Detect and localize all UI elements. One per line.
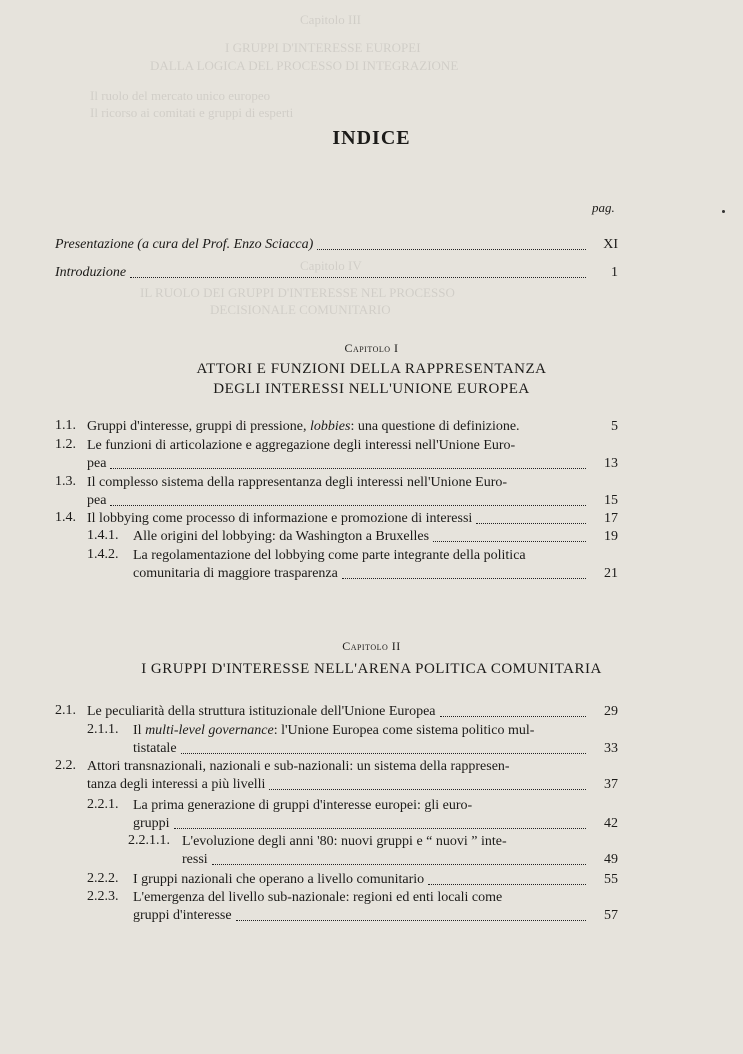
entry-number: 2.2. [55,758,76,773]
entry-text: Le funzioni di articolazione e aggregazione degli interessi nell'Unione Euro- [87,438,516,453]
entry-number: 2.2.3. [87,889,119,904]
entry-page: 15 [604,493,618,508]
chapter-label: Capitolo II [342,639,401,653]
entry-number: 1.4.2. [87,547,119,562]
entry-text: La prima generazione di gruppi d'interesse europei: gli euro- [133,798,473,813]
bleed-through-text: Capitolo III I GRUPPI D'INTERESSE EUROPEI DALLA LOGICA DEL PROCESSO DI INTEGRAZIONE Il ruolo del mercato unico europeo Il ricorso ai comitati e gruppi di esperti Capitolo IV IL RUOLO DEI GRUPPI D'INTERESSE NEL PROCESSO DECISIONALE COMUNITARIO [90,12,459,317]
toc-entry-2-1[interactable] [87,703,618,721]
entry-page: 57 [604,908,618,923]
toc-entry-2-2-2[interactable] [133,871,618,889]
chapter-title-line1: ATTORI E FUNZIONI DELLA RAPPRESENTANZA [196,361,547,377]
entry-page: 21 [604,566,618,581]
toc-entry-2-2-1-1[interactable]: L'evoluzione degli anni '80: nuovi gruppi e “ nuovi ” inte- ressi 49 [182,834,618,867]
entry-text: Alle origini del lobbying: da Washington a Bruxelles [133,529,430,544]
entry-label: Introduzione [55,265,127,280]
chapter-title-line2: DEGLI INTERESSI NELL'UNIONE EUROPEA [213,381,530,397]
entry-page: 13 [604,456,618,471]
entry-number: 1.4.1. [87,528,119,543]
entry-number: 1.1. [55,418,76,433]
chapter-title: I GRUPPI D'INTERESSE NELL'ARENA POLITICA COMUNITARIA [141,661,602,677]
toc-entry-2-2-1[interactable]: La prima generazione di gruppi d'interesse europei: gli euro- gruppi 42 [133,798,618,831]
leader-dots [130,277,586,278]
entry-page: 37 [604,777,618,792]
toc-entry-1-2[interactable]: Le funzioni di articolazione e aggregazione degli interessi nell'Unione Euro- pea 13 [87,438,618,471]
entry-page: 19 [604,529,618,544]
entry-text: La regolamentazione del lobbying come parte integrante della politica [133,548,526,563]
toc-entry-presentazione[interactable] [55,236,618,254]
entry-text: Il lobbying come processo di informazione e promozione di interessi [87,511,473,526]
entry-number: 2.2.1.1. [128,833,170,848]
entry-text: I gruppi nazionali che operano a livello comunitario [133,872,425,887]
entry-text: Le peculiarità della struttura istituzionale dell'Unione Europea [87,704,436,719]
entry-number: 2.2.2. [87,871,119,886]
entry-number: 1.3. [55,474,76,489]
entry-page: 42 [604,816,618,831]
entry-page: 17 [604,511,618,526]
toc-entry-2-1-1[interactable]: Il multi-level governance: l'Unione Europea come sistema politico mul- tistatale 33 [133,723,618,756]
entry-text: L'evoluzione degli anni '80: nuovi gruppi e “ nuovi ” inte- [182,834,507,849]
toc-entry-introduzione[interactable] [55,264,618,282]
toc-entry-2-2[interactable]: Attori transnazionali, nazionali e sub-nazionali: un sistema della rappresen- tanza degli interessi a più livelli 37 [87,759,618,792]
entry-number: 1.2. [55,437,76,452]
entry-number: 2.1.1. [87,722,119,737]
entry-page: 33 [604,741,618,756]
toc-entry-1-1[interactable] [87,418,618,436]
entry-text: Il multi-level governance: l'Unione Europea come sistema politico mul- [133,723,535,738]
entry-number: 2.1. [55,703,76,718]
page-title: INDICE [332,127,411,149]
toc-entry-2-2-3[interactable]: L'emergenza del livello sub-nazionale: regioni ed enti locali come gruppi d'interesse 57 [133,890,618,923]
entry-number: 1.4. [55,510,76,525]
entry-text: L'emergenza del livello sub-nazionale: regioni ed enti locali come [133,890,503,905]
toc-entry-1-3[interactable]: Il complesso sistema della rappresentanza degli interessi nell'Unione Euro- pea 15 [87,475,618,508]
entry-text: Attori transnazionali, nazionali e sub-nazionali: un sistema della rappresen- [87,759,510,774]
entry-page: 5 [611,419,618,434]
entry-page: 49 [604,852,618,867]
entry-page: XI [603,237,618,252]
entry-number: 2.2.1. [87,797,119,812]
speck [722,210,725,213]
entry-page: 1 [611,265,618,280]
toc-entry-1-4-2[interactable]: La regolamentazione del lobbying come parte integrante della politica comunitaria di maggiore trasparenza 21 [133,548,618,581]
chapter-label: Capitolo I [344,341,399,355]
entry-page: 55 [604,872,618,887]
toc-entry-1-4-1[interactable] [133,528,618,546]
entry-text: Gruppi d'interesse, gruppi di pressione, lobbies: una questione di definizione. [87,419,520,434]
toc-entry-1-4[interactable] [87,510,618,528]
leader-dots [317,249,586,250]
entry-page: 29 [604,704,618,719]
entry-text: Il complesso sistema della rappresentanza degli interessi nell'Unione Euro- [87,475,508,490]
page-column-label: pag. [592,200,615,215]
entry-label: Presentazione (a cura del Prof. Enzo Sciacca) [55,237,314,252]
